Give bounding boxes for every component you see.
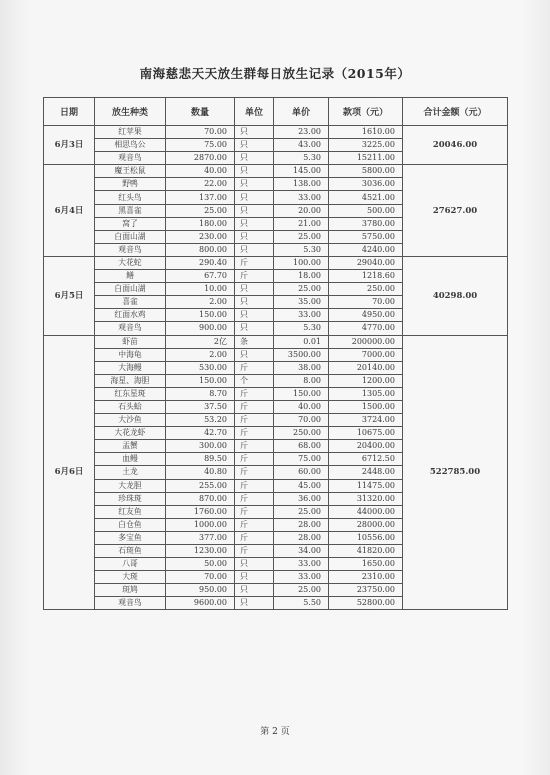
unit-price-cell: 60.00 <box>274 466 329 479</box>
unit-cell: 只 <box>235 126 274 139</box>
unit-cell: 只 <box>235 558 274 571</box>
amount-cell: 4950.00 <box>329 309 403 322</box>
species-cell: 海星、海胆 <box>95 374 166 387</box>
header-unit: 单位 <box>235 98 274 126</box>
species-cell: 白面山湖 <box>95 230 166 243</box>
quantity-cell: 255.00 <box>166 479 235 492</box>
amount-cell: 200000.00 <box>329 335 403 348</box>
header-species: 放生种类 <box>95 98 166 126</box>
unit-price-cell: 150.00 <box>274 387 329 400</box>
unit-cell: 只 <box>235 139 274 152</box>
quantity-cell: 8.70 <box>166 387 235 400</box>
quantity-cell: 9600.00 <box>166 597 235 610</box>
quantity-cell: 2.00 <box>166 296 235 309</box>
amount-cell: 7000.00 <box>329 348 403 361</box>
quantity-cell: 870.00 <box>166 492 235 505</box>
unit-cell: 只 <box>235 309 274 322</box>
species-cell: 白仓鱼 <box>95 518 166 531</box>
unit-price-cell: 250.00 <box>274 427 329 440</box>
unit-cell: 只 <box>235 191 274 204</box>
unit-cell: 只 <box>235 283 274 296</box>
amount-cell: 1218.60 <box>329 270 403 283</box>
species-cell: 土龙 <box>95 466 166 479</box>
unit-cell: 只 <box>235 348 274 361</box>
species-cell: 观音鸟 <box>95 243 166 256</box>
unit-cell: 斤 <box>235 518 274 531</box>
header-date: 日期 <box>44 98 95 126</box>
quantity-cell: 950.00 <box>166 584 235 597</box>
amount-cell: 5750.00 <box>329 230 403 243</box>
quantity-cell: 10.00 <box>166 283 235 296</box>
species-cell: 黑喜雀 <box>95 204 166 217</box>
quantity-cell: 180.00 <box>166 217 235 230</box>
species-cell: 八哥 <box>95 558 166 571</box>
unit-cell: 斤 <box>235 387 274 400</box>
unit-cell: 只 <box>235 152 274 165</box>
unit-price-cell: 21.00 <box>274 217 329 230</box>
amount-cell: 11475.00 <box>329 479 403 492</box>
species-cell: 斑鸠 <box>95 584 166 597</box>
species-cell: 红友鱼 <box>95 505 166 518</box>
species-cell: 大沙鱼 <box>95 414 166 427</box>
quantity-cell: 800.00 <box>166 243 235 256</box>
quantity-cell: 150.00 <box>166 309 235 322</box>
unit-price-cell: 33.00 <box>274 558 329 571</box>
unit-cell: 只 <box>235 322 274 335</box>
unit-price-cell: 28.00 <box>274 518 329 531</box>
header-unit-price: 单价 <box>274 98 329 126</box>
unit-cell: 斤 <box>235 531 274 544</box>
quantity-cell: 1230.00 <box>166 545 235 558</box>
amount-cell: 3036.00 <box>329 178 403 191</box>
species-cell: 红头鸟 <box>95 191 166 204</box>
unit-price-cell: 100.00 <box>274 256 329 269</box>
unit-price-cell: 68.00 <box>274 440 329 453</box>
species-cell: 血鳗 <box>95 453 166 466</box>
unit-cell: 斤 <box>235 466 274 479</box>
amount-cell: 2448.00 <box>329 466 403 479</box>
unit-price-cell: 75.00 <box>274 453 329 466</box>
unit-price-cell: 25.00 <box>274 283 329 296</box>
unit-cell: 斤 <box>235 414 274 427</box>
amount-cell: 29040.00 <box>329 256 403 269</box>
species-cell: 盂蟹 <box>95 440 166 453</box>
quantity-cell: 22.00 <box>166 178 235 191</box>
amount-cell: 4770.00 <box>329 322 403 335</box>
unit-price-cell: 20.00 <box>274 204 329 217</box>
unit-price-cell: 38.00 <box>274 361 329 374</box>
header-quantity: 数量 <box>166 98 235 126</box>
species-cell: 中海龟 <box>95 348 166 361</box>
amount-cell: 500.00 <box>329 204 403 217</box>
unit-cell: 斤 <box>235 361 274 374</box>
unit-cell: 斤 <box>235 400 274 413</box>
table-row <box>44 335 508 348</box>
unit-cell: 只 <box>235 597 274 610</box>
group-total-cell: 522785.00 <box>403 335 508 610</box>
quantity-cell: 40.80 <box>166 466 235 479</box>
species-cell: 观音鸟 <box>95 322 166 335</box>
release-record-table <box>43 97 508 610</box>
quantity-cell: 230.00 <box>166 230 235 243</box>
quantity-cell: 1760.00 <box>166 505 235 518</box>
amount-cell: 1200.00 <box>329 374 403 387</box>
amount-cell: 23750.00 <box>329 584 403 597</box>
group-total-cell: 40298.00 <box>403 256 508 335</box>
species-cell: 相思鸟公 <box>95 139 166 152</box>
unit-price-cell: 33.00 <box>274 191 329 204</box>
page-number: 第 2 页 <box>260 727 290 737</box>
quantity-cell: 75.00 <box>166 139 235 152</box>
species-cell: 窝了 <box>95 217 166 230</box>
quantity-cell: 137.00 <box>166 191 235 204</box>
amount-cell: 250.00 <box>329 283 403 296</box>
species-cell: 大海鳗 <box>95 361 166 374</box>
species-cell: 珍珠斑 <box>95 492 166 505</box>
species-cell: 虾苗 <box>95 335 166 348</box>
header-total: 合计金额（元） <box>403 98 508 126</box>
quantity-cell: 900.00 <box>166 322 235 335</box>
page-title: 南海慈悲天天放生群每日放生记录（2015年） <box>139 66 411 81</box>
unit-cell: 只 <box>235 296 274 309</box>
unit-cell: 只 <box>235 165 274 178</box>
species-cell: 喜雀 <box>95 296 166 309</box>
quantity-cell: 53.20 <box>166 414 235 427</box>
unit-cell: 斤 <box>235 440 274 453</box>
amount-cell: 31320.00 <box>329 492 403 505</box>
unit-cell: 只 <box>235 204 274 217</box>
amount-cell: 4240.00 <box>329 243 403 256</box>
quantity-cell: 2亿 <box>166 335 235 348</box>
unit-price-cell: 34.00 <box>274 545 329 558</box>
quantity-cell: 42.70 <box>166 427 235 440</box>
amount-cell: 4521.00 <box>329 191 403 204</box>
quantity-cell: 290.40 <box>166 256 235 269</box>
quantity-cell: 150.00 <box>166 374 235 387</box>
quantity-cell: 2870.00 <box>166 152 235 165</box>
amount-cell: 20400.00 <box>329 440 403 453</box>
quantity-cell: 50.00 <box>166 558 235 571</box>
unit-cell: 斤 <box>235 479 274 492</box>
species-cell: 红苹果 <box>95 126 166 139</box>
species-cell: 观音鸟 <box>95 597 166 610</box>
quantity-cell: 67.70 <box>166 270 235 283</box>
unit-price-cell: 3500.00 <box>274 348 329 361</box>
species-cell: 石斑鱼 <box>95 545 166 558</box>
quantity-cell: 89.50 <box>166 453 235 466</box>
species-cell: 大花蛇 <box>95 256 166 269</box>
group-total-cell: 27627.00 <box>403 165 508 257</box>
unit-price-cell: 5.50 <box>274 597 329 610</box>
unit-price-cell: 25.00 <box>274 230 329 243</box>
date-cell: 6月6日 <box>44 335 95 610</box>
header-amount: 款项（元） <box>329 98 403 126</box>
table-row <box>44 165 508 178</box>
quantity-cell: 1000.00 <box>166 518 235 531</box>
species-cell: 鳝 <box>95 270 166 283</box>
quantity-cell: 70.00 <box>166 126 235 139</box>
quantity-cell: 40.00 <box>166 165 235 178</box>
species-cell: 多宝鱼 <box>95 531 166 544</box>
unit-price-cell: 138.00 <box>274 178 329 191</box>
date-cell: 6月3日 <box>44 126 95 165</box>
amount-cell: 10556.00 <box>329 531 403 544</box>
amount-cell: 1610.00 <box>329 126 403 139</box>
unit-cell: 条 <box>235 335 274 348</box>
unit-price-cell: 8.00 <box>274 374 329 387</box>
species-cell: 魔王松鼠 <box>95 165 166 178</box>
species-cell: 大龙胆 <box>95 479 166 492</box>
amount-cell: 52800.00 <box>329 597 403 610</box>
unit-price-cell: 33.00 <box>274 309 329 322</box>
quantity-cell: 300.00 <box>166 440 235 453</box>
table-body <box>44 126 508 610</box>
unit-price-cell: 5.30 <box>274 322 329 335</box>
unit-price-cell: 18.00 <box>274 270 329 283</box>
unit-price-cell: 45.00 <box>274 479 329 492</box>
unit-price-cell: 33.00 <box>274 571 329 584</box>
unit-cell: 个 <box>235 374 274 387</box>
amount-cell: 1650.00 <box>329 558 403 571</box>
amount-cell: 44000.00 <box>329 505 403 518</box>
amount-cell: 15211.00 <box>329 152 403 165</box>
unit-price-cell: 5.30 <box>274 243 329 256</box>
unit-price-cell: 25.00 <box>274 584 329 597</box>
unit-cell: 斤 <box>235 427 274 440</box>
amount-cell: 3780.00 <box>329 217 403 230</box>
unit-cell: 只 <box>235 584 274 597</box>
unit-cell: 斤 <box>235 545 274 558</box>
unit-price-cell: 5.30 <box>274 152 329 165</box>
unit-price-cell: 35.00 <box>274 296 329 309</box>
species-cell: 野鸭 <box>95 178 166 191</box>
unit-price-cell: 23.00 <box>274 126 329 139</box>
unit-cell: 只 <box>235 217 274 230</box>
amount-cell: 3724.00 <box>329 414 403 427</box>
species-cell: 红东星斑 <box>95 387 166 400</box>
unit-price-cell: 0.01 <box>274 335 329 348</box>
unit-cell: 斤 <box>235 492 274 505</box>
quantity-cell: 530.00 <box>166 361 235 374</box>
species-cell: 红面水鸡 <box>95 309 166 322</box>
unit-price-cell: 70.00 <box>274 414 329 427</box>
unit-cell: 斤 <box>235 453 274 466</box>
unit-price-cell: 145.00 <box>274 165 329 178</box>
amount-cell: 5800.00 <box>329 165 403 178</box>
unit-price-cell: 28.00 <box>274 531 329 544</box>
unit-cell: 只 <box>235 243 274 256</box>
quantity-cell: 37.50 <box>166 400 235 413</box>
amount-cell: 3225.00 <box>329 139 403 152</box>
amount-cell: 2310.00 <box>329 571 403 584</box>
amount-cell: 41820.00 <box>329 545 403 558</box>
quantity-cell: 377.00 <box>166 531 235 544</box>
table-row <box>44 256 508 269</box>
amount-cell: 1305.00 <box>329 387 403 400</box>
unit-price-cell: 36.00 <box>274 492 329 505</box>
date-cell: 6月5日 <box>44 256 95 335</box>
date-cell: 6月4日 <box>44 165 95 257</box>
group-total-cell: 20046.00 <box>403 126 508 165</box>
species-cell: 观音鸟 <box>95 152 166 165</box>
amount-cell: 20140.00 <box>329 361 403 374</box>
unit-cell: 斤 <box>235 256 274 269</box>
quantity-cell: 25.00 <box>166 204 235 217</box>
species-cell: 石头蛤 <box>95 400 166 413</box>
unit-price-cell: 25.00 <box>274 505 329 518</box>
table-row <box>44 126 508 139</box>
amount-cell: 6712.50 <box>329 453 403 466</box>
quantity-cell: 70.00 <box>166 571 235 584</box>
unit-cell: 斤 <box>235 270 274 283</box>
amount-cell: 1500.00 <box>329 400 403 413</box>
unit-price-cell: 43.00 <box>274 139 329 152</box>
quantity-cell: 2.00 <box>166 348 235 361</box>
amount-cell: 28000.00 <box>329 518 403 531</box>
unit-cell: 只 <box>235 571 274 584</box>
species-cell: 大花龙虾 <box>95 427 166 440</box>
species-cell: 大斑 <box>95 571 166 584</box>
amount-cell: 70.00 <box>329 296 403 309</box>
unit-cell: 只 <box>235 230 274 243</box>
unit-cell: 斤 <box>235 505 274 518</box>
amount-cell: 10675.00 <box>329 427 403 440</box>
unit-cell: 只 <box>235 178 274 191</box>
species-cell: 白面山湖 <box>95 283 166 296</box>
unit-price-cell: 40.00 <box>274 400 329 413</box>
table-header-row <box>44 98 508 126</box>
